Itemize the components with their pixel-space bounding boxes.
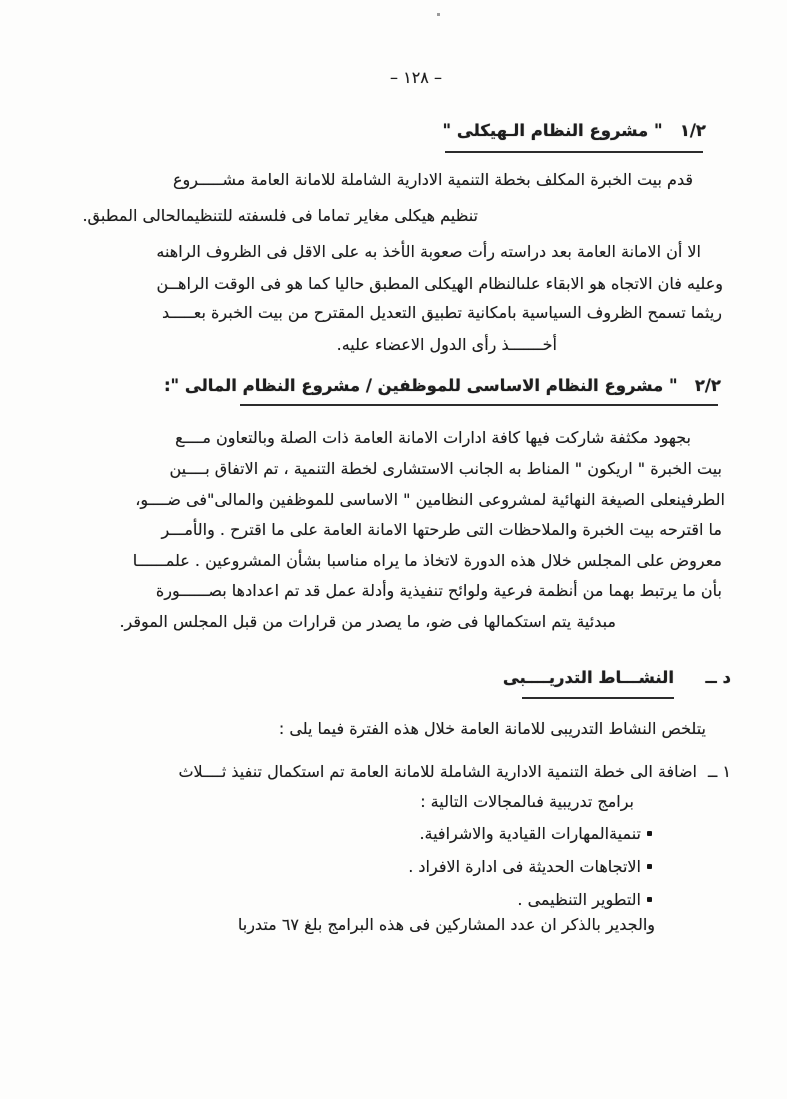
- heading-underline: [240, 404, 718, 406]
- section-heading-training-activity: النشـــاط التدريــــبى: [502, 668, 674, 687]
- paragraph-line: أخـــــــذ رأى الدول الاعضاء عليه.: [336, 335, 557, 354]
- heading-underline: [445, 151, 703, 153]
- heading-underline: [522, 697, 674, 699]
- bullet-dot: [647, 897, 652, 902]
- bullet-item: التطوير التنظيمى .: [517, 890, 641, 909]
- section-d-marker: د ــ: [705, 668, 731, 687]
- section-heading-staff-financial-regulations: ٢/٢ " مشروع النظام الاساسى للموظفين / مشروع النظام المالى ":: [163, 376, 721, 395]
- paragraph-line: تنظيم هيكلى مغاير تماما فى فلسفته للتنظيمالحالى المطبق.: [82, 206, 478, 225]
- bullet-dot: [647, 864, 652, 869]
- paragraph-line: مبدئية يتم استكمالها فى ضو، ما يصدر من قرارات من قبل المجلس الموقر.: [119, 612, 616, 631]
- bullet-item: الاتجاهات الحديثة فى ادارة الافراد .: [408, 857, 641, 876]
- paragraph-line: الطرفينعلى الصيغة النهائية لمشروعى النظامين " الاساسى للموظفين والمالى"فى ضــــو،: [135, 490, 725, 509]
- scan-artifact-dot: [437, 13, 440, 16]
- section-heading-structural-system: ١/٢ " مشروع النظام الـهيكلى ": [442, 121, 706, 140]
- paragraph-line: معروض على المجلس خلال هذه الدورة لاتخاذ ما يراه مناسبا بشأن المشروعين . علمــــــا: [132, 551, 722, 570]
- bullet-dot: [647, 831, 652, 836]
- paragraph-line: بأن ما يرتبط بهما من أنظمة فرعية ولوائح تنفيذية وأدلة عمل قد تم اعدادها بصــــــورة: [155, 581, 722, 600]
- bullet-item: تنميةالمهارات القيادية والاشرافية.: [419, 824, 641, 843]
- paragraph-line: ما اقترحه بيت الخبرة والملاحظات التى طرحتها الامانة العامة على ما اقترح . والأمـــر: [161, 520, 722, 539]
- list-item-number: ١ ــ: [707, 762, 731, 781]
- paragraph-line: بيت الخبرة " اريكون " المناط به الجانب الاستشارى لخطة التنمية ، تم الاتفاق بــــين: [169, 459, 722, 478]
- closing-line: والجدير بالذكر ان عدد المشاركين فى هذه البرامج بلغ ٦٧ متدربا: [237, 915, 655, 934]
- training-intro-line: يتلخص النشاط التدريبى للامانة العامة خلال هذه الفترة فيما يلى :: [278, 719, 706, 738]
- list-item-line: برامج تدريبية فىالمجالات التالية :: [420, 792, 634, 811]
- paragraph-line: وعليه فان الاتجاه هو الابقاء علىالنظام الهيكلى المطبق حاليا كما هو فى الوقت الراهــن: [156, 274, 723, 293]
- page-number: – ١٢٨ –: [390, 68, 442, 87]
- paragraph-line: ريثما تسمح الظروف السياسية بامكانية تطبيق التعديل المقترح من بيت الخبرة بعـــــد: [161, 303, 722, 322]
- paragraph-line: قدم بيت الخبرة المكلف بخطة التنمية الادارية الشاملة للامانة العامة مشـــــروع: [172, 170, 693, 189]
- paragraph-line: الا أن الامانة العامة بعد دراسته رأت صعوبة الأخذ به على الاقل فى الظروف الراهنه: [156, 242, 701, 261]
- list-item-line: اضافة الى خطة التنمية الادارية الشاملة للامانة العامة تم استكمال تنفيذ ثــــلاث: [178, 762, 697, 781]
- paragraph-line: بجهود مكثفة شاركت فيها كافة ادارات الامانة العامة ذات الصلة وبالتعاون مــــع: [175, 428, 691, 447]
